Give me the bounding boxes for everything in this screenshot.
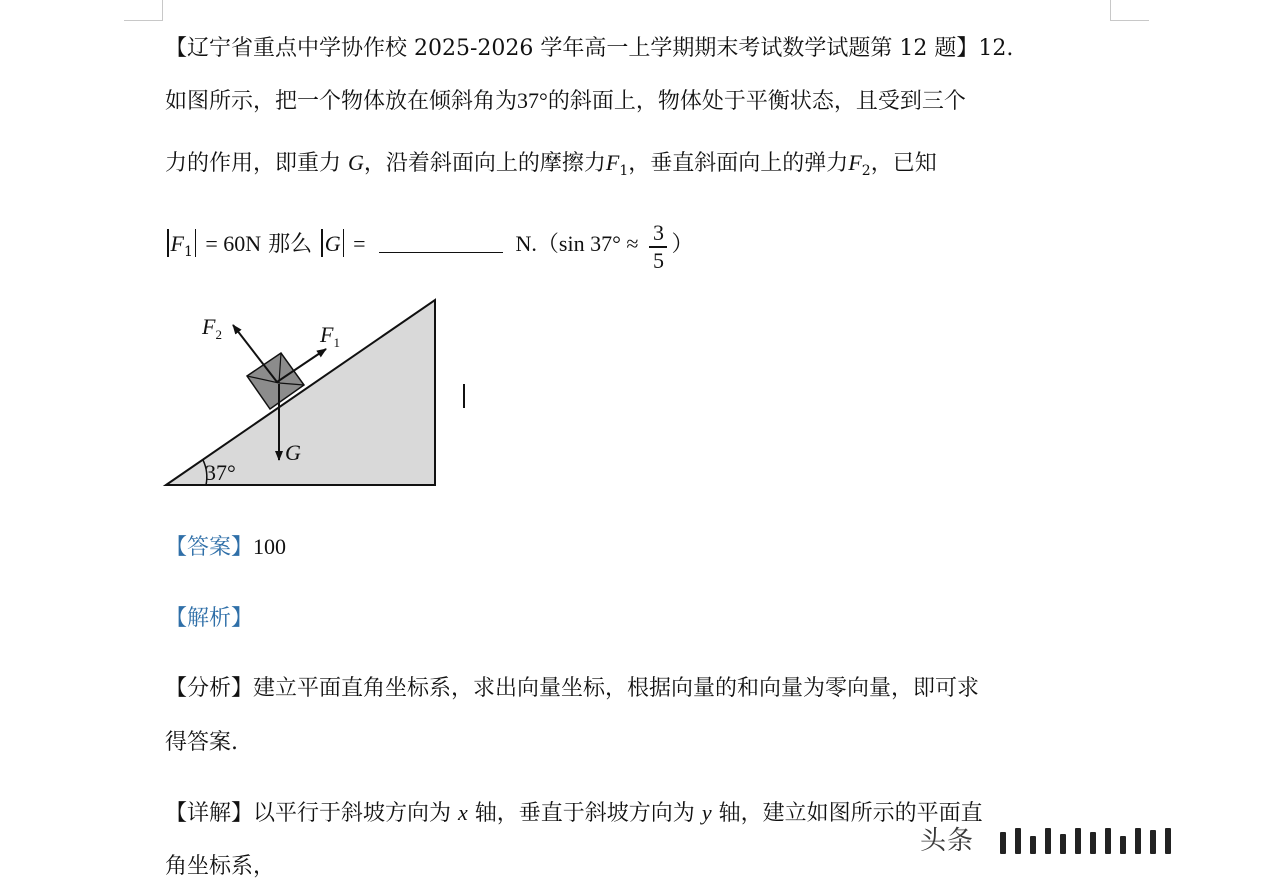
- label-f2: $F_2$: [202, 314, 222, 342]
- page-corner-mark-left: [124, 0, 163, 21]
- answer-line: [165, 532, 286, 563]
- label-angle: 37°: [205, 460, 236, 485]
- angle-value: 37°: [517, 88, 548, 113]
- fenxi-line-1: 【分析】建立平面直角坐标系，求出向量坐标，根据向量的和向量为零向量，即可求: [165, 676, 980, 701]
- question-source-tag: 【辽宁省重点中学协作校 2025-2026 学年高一上学期期末考试数学试题第 12 题】12.: [165, 36, 1014, 61]
- xiangjie-line-2: 角坐标系，: [165, 854, 276, 879]
- fraction-three-fifths: $\frac{3}{5}$: [649, 220, 667, 274]
- fenxi-line-2: 得答案.: [165, 730, 238, 755]
- f1-value: = 60N: [205, 230, 262, 256]
- abs-bar: [195, 229, 197, 257]
- question-line-1: 如图所示，把一个物体放在倾斜角为37°的斜面上，物体处于平衡状态，且受到三个: [165, 88, 966, 114]
- page-corner-mark-right: [1110, 0, 1149, 21]
- analysis-heading: 【解析】: [165, 606, 254, 631]
- f2-var: F: [848, 150, 862, 175]
- f1-var: F: [605, 150, 620, 175]
- sin-expression: sin 37° ≈: [558, 230, 639, 256]
- question-line-2: 力的作用，即重力 G，沿着斜面向上的摩擦力$F_1$，垂直斜面向上的弹力$F_2$，已知: [165, 150, 937, 179]
- gravity-var: G: [348, 150, 364, 175]
- answer-tag: 【答案】: [165, 535, 254, 560]
- abs-bar: [343, 229, 345, 257]
- abs-bar: [167, 229, 169, 257]
- answer-value: 100: [253, 534, 287, 559]
- label-f1: $F_1$: [320, 322, 340, 350]
- watermark-handle-icon: [1000, 828, 1171, 854]
- abs-bar: [321, 229, 323, 257]
- question-line-3: $F_1 = 60N$ 那么 G = N.（sin 37° ≈ $\frac{3}{5}$ ）: [165, 218, 693, 272]
- answer-blank: [379, 228, 503, 253]
- xiangjie-line-1: 【详解】以平行于斜坡方向为 x 轴，垂直于斜坡方向为 y 轴，建立如图所示的平面直: [165, 800, 983, 826]
- text-cursor: [463, 384, 465, 408]
- watermark-logo: 头条: [920, 826, 975, 856]
- inclined-plane-figure: [160, 292, 460, 497]
- label-g: G: [285, 440, 301, 465]
